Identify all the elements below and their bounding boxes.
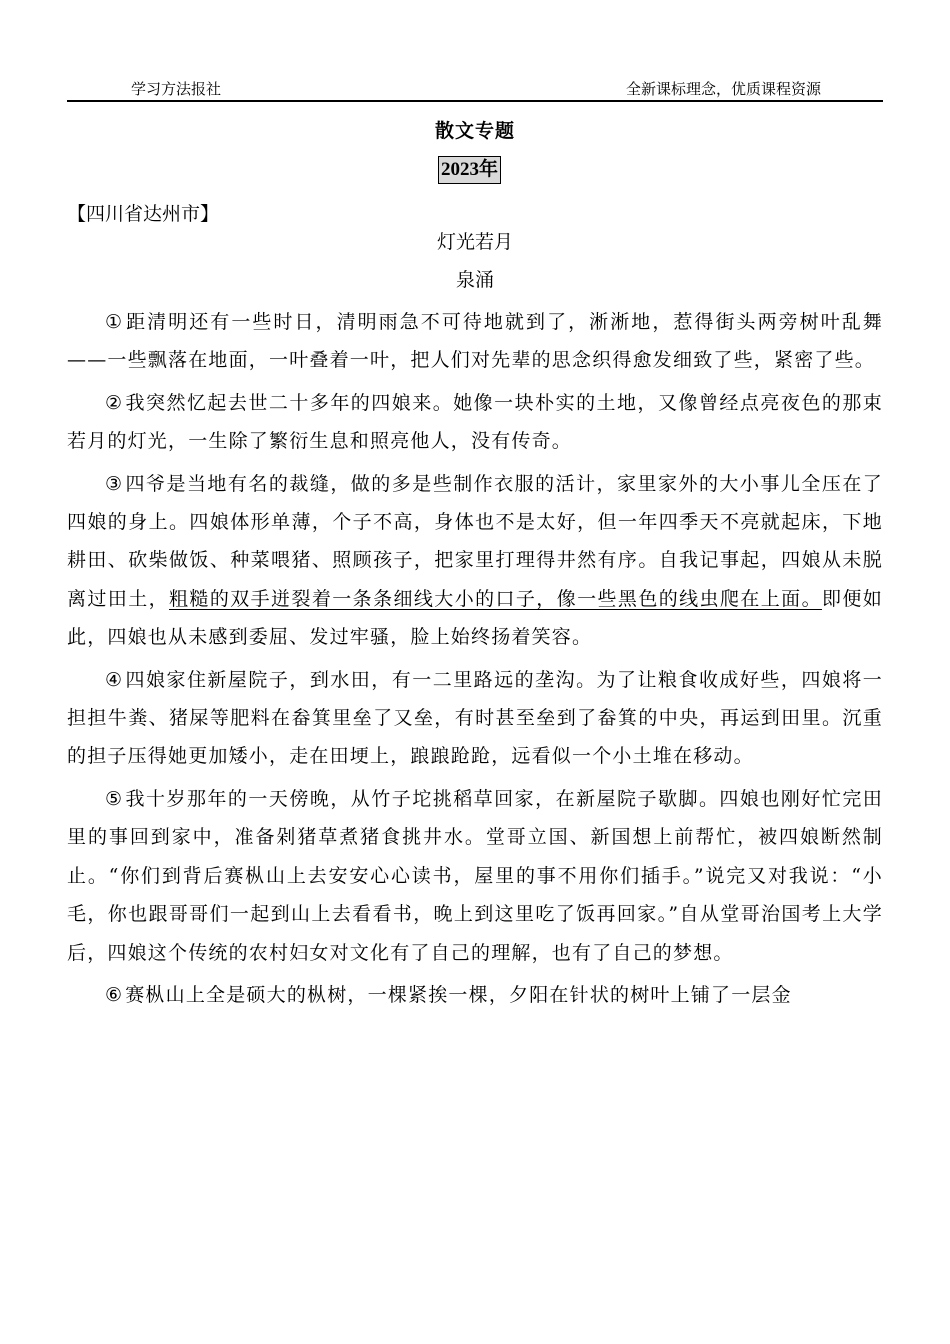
- essay-author: 泉涌: [455, 269, 494, 291]
- paragraph-text: 赛枞山上全是硕大的枞树，一棵紧挨一棵，夕阳在针状的树叶上铺了一层金: [125, 983, 792, 1006]
- paragraph-text: 我突然忆起去世二十多年的四娘来。她像一块朴实的土地，又像曾经点亮夜色的那束若月的灯光，一生除了繁衍生息和照亮他人，没有传奇。: [67, 391, 883, 453]
- document-title: 散文专题: [434, 120, 515, 142]
- paragraph-number: ③: [105, 472, 124, 495]
- paragraph-text: 四爷是当地有名的裁缝，做的多是些制作衣服的活计，家里家外的大小事儿全压在了四娘的身上。四娘体形单薄，个子不高，身体也不是太好，但一年四季天不亮就起床，下地耕田、砍柴做饭、种菜喂猪、照顾孩子，把家里打理得井然有序。自我记事起，四娘从未脱离过田土，: [67, 472, 883, 610]
- paragraph-2: [67, 384, 883, 461]
- year-label: 2023年: [438, 156, 501, 184]
- essay-body: [67, 303, 883, 1014]
- header-slogan: 全新课标理念，优质课程资源: [625, 80, 821, 98]
- paragraph-1: [67, 303, 883, 380]
- paragraph-text: 我十岁那年的一天傍晚，从竹子坨挑稻草回家，在新屋院子歇脚。四娘也刚好忙完田里的事回到家中，准备剁猪草煮猪食挑井水。堂哥立国、新国想上前帮忙，被四娘断然制止。“你们到背后赛枞山上去安安心心读书，屋里的事不用你们插手。”说完又对我说：“小毛，你也跟哥哥们一起到山上去看看书，晚上到这里吃了饭再回家。”自从堂哥治国考上大学后，四娘这个传统的农村妇女对文化有了自己的理解，也有了自己的梦想。: [67, 787, 883, 964]
- paragraph-number: ④: [105, 668, 124, 691]
- paragraph-text: 四娘家住新屋院子，到水田，有一二里路远的垄沟。为了让粮食收成好些，四娘将一担担牛粪、猪屎等肥料在畚箕里垒了又垒，有时甚至垒到了畚箕的中央，再运到田里。沉重的担子压得她更加矮小，走在田埂上，踉踉跄跄，远看似一个小土堆在移动。: [67, 668, 883, 768]
- paragraph-text: 即便如此，四娘也从未感到委屈、发过牢骚，脸上始终扬着笑容。: [67, 587, 883, 649]
- paragraph-number: ①: [105, 311, 125, 333]
- paragraph-3: [67, 465, 883, 657]
- paragraph-number: ⑤: [105, 787, 124, 810]
- paragraph-4: [67, 661, 883, 776]
- essay-title: 灯光若月: [436, 231, 513, 253]
- underlined-sentence: 粗糙的双手迸裂着一条条细线大小的口子，像一些黑色的线虫爬在上面。: [169, 587, 822, 610]
- source-label: 【四川省达州市】: [67, 203, 220, 225]
- paragraph-text: 距清明还有一些时日，清明雨急不可待地就到了，淅淅地，惹得街头两旁树叶乱舞——一些飘落在地面，一叶叠着一叶，把人们对先辈的思念织得愈发细致了些，紧密了些。: [67, 311, 884, 372]
- page-header: [67, 78, 883, 102]
- paragraph-5: [67, 780, 883, 972]
- paragraph-number: ⑥: [105, 983, 124, 1006]
- header-publisher: 学习方法报社: [131, 80, 222, 98]
- paragraph-number: ②: [105, 391, 124, 414]
- paragraph-6: [67, 976, 883, 1014]
